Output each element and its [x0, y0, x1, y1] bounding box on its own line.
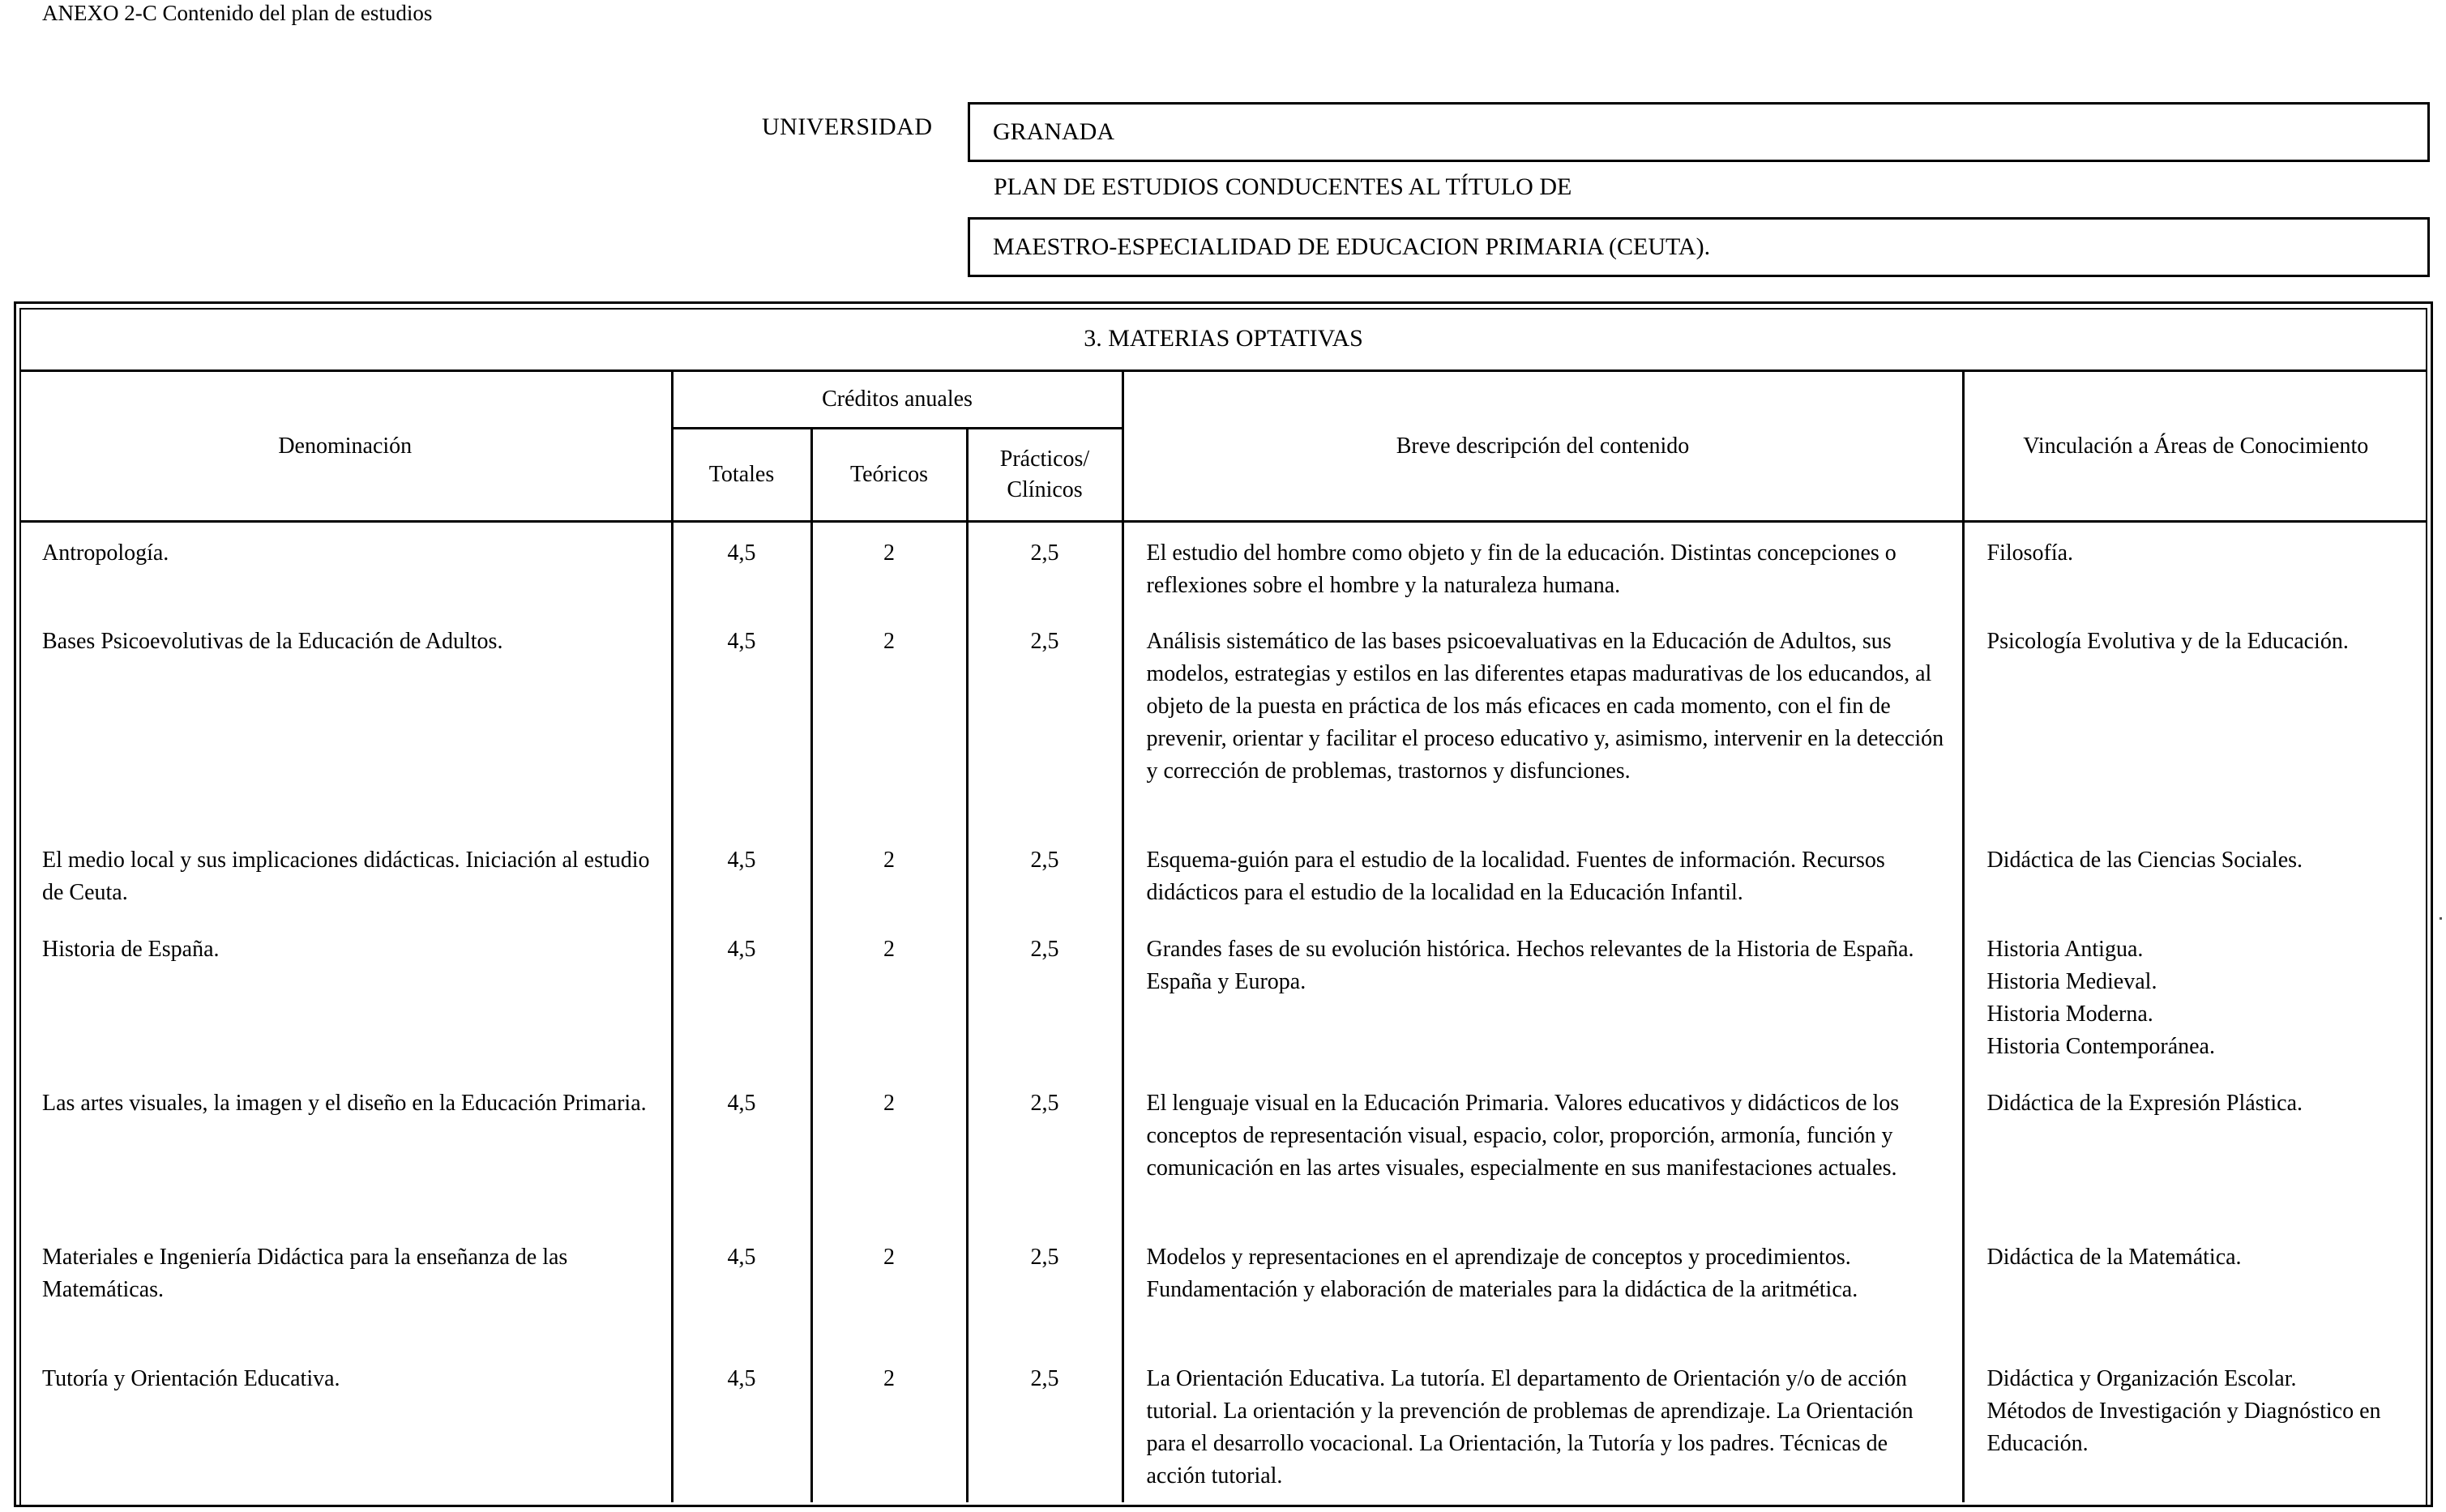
university-label: UNIVERSIDAD — [762, 113, 933, 140]
table-row — [19, 1227, 2427, 1348]
cell-teoricos: 2 — [811, 1348, 967, 1502]
section-title: 3. MATERIAS OPTATIVAS — [19, 308, 2427, 371]
col-header-practicos-line2: Clínicos — [1007, 477, 1083, 502]
cell-practicos: 2,5 — [967, 1348, 1123, 1502]
optional-subjects-table — [19, 308, 2427, 1502]
col-header-teoricos: Teóricos — [811, 429, 967, 522]
cell-totales: 4,5 — [672, 919, 811, 1073]
col-header-denominacion: Denominación — [19, 371, 672, 522]
cell-denominacion: Antropología. — [19, 522, 672, 611]
cell-denominacion: Historia de España. — [19, 919, 672, 1073]
area-item: Historia Antigua. — [1986, 936, 2144, 962]
cell-teoricos: 2 — [811, 1227, 967, 1348]
area-item: Filosofía. — [1986, 540, 2074, 566]
cell-denominacion: Las artes visuales, la imagen y el diseño en la Educación Primaria. — [19, 1073, 672, 1227]
scan-speck — [2440, 917, 2442, 920]
cell-areas — [1963, 611, 2427, 830]
cell-teoricos: 2 — [811, 522, 967, 611]
col-header-descripcion: Breve descripción del contenido — [1123, 371, 1963, 522]
table-row — [19, 1348, 2427, 1502]
cell-descripcion: El lenguaje visual en la Educación Primaria. Valores educativos y didácticos de los conceptos de representación visual, espacio, color, proporción, armonía, función y comunicación en las artes visuales, especialmente en sus manifestaciones actuales. — [1123, 1073, 1963, 1227]
cell-practicos: 2,5 — [967, 919, 1123, 1073]
area-item: Historia Contemporánea. — [1986, 1033, 2215, 1059]
cell-areas — [1963, 919, 2427, 1073]
cell-denominacion: Tutoría y Orientación Educativa. — [19, 1348, 672, 1502]
area-item: Didáctica de la Matemática. — [1986, 1244, 2242, 1270]
col-header-practicos-line1: Prácticos/ — [999, 446, 1090, 472]
area-item: Historia Moderna. — [1986, 1001, 2153, 1027]
cell-descripcion: La Orientación Educativa. La tutoría. El departamento de Orientación y/o de acción tutorial. La orientación y la prevención de problemas de aprendizaje. La Orientación para el desarrollo vocacional. La Orientación, la Tutoría y los padres. Técnicas de acción tutorial. — [1123, 1348, 1963, 1502]
degree-title-box — [968, 217, 2430, 277]
area-item: Historia Medieval. — [1986, 968, 2157, 994]
cell-practicos: 2,5 — [967, 611, 1123, 830]
table-row — [19, 611, 2427, 830]
cell-totales: 4,5 — [672, 830, 811, 919]
cell-practicos: 2,5 — [967, 1227, 1123, 1348]
cell-practicos: 2,5 — [967, 830, 1123, 919]
area-item: Psicología Evolutiva y de la Educación. — [1986, 628, 2349, 654]
cell-totales: 4,5 — [672, 522, 811, 611]
cell-descripcion: Análisis sistemático de las bases psicoevaluativas en la Educación de Adultos, sus modelos, estrategias y estilos en las diferentes etapas madurativas de los educandos, al objeto de la puesta en práctica de los más eficaces en cada momento, con el fin de prevenir, orientar y facilitar el proceso educativo y, asimismo, intervenir en la detección y corrección de problemas, trastornos y disfunciones. — [1123, 611, 1963, 830]
cell-denominacion: Bases Psicoevolutivas de la Educación de Adultos. — [19, 611, 672, 830]
cell-areas — [1963, 522, 2427, 611]
cell-descripcion: Grandes fases de su evolución histórica. Hechos relevantes de la Historia de España. España y Europa. — [1123, 919, 1963, 1073]
cell-descripcion: Modelos y representaciones en el aprendizaje de conceptos y procedimientos. Fundamentación y elaboración de materiales para la didáctica de la aritmética. — [1123, 1227, 1963, 1348]
cell-areas — [1963, 1073, 2427, 1227]
cell-areas — [1963, 1348, 2427, 1502]
degree-title: MAESTRO-ESPECIALIDAD DE EDUCACION PRIMARIA (CEUTA). — [993, 233, 1711, 260]
plan-label: PLAN DE ESTUDIOS CONDUCENTES AL TÍTULO DE — [994, 173, 1572, 200]
cell-areas — [1963, 830, 2427, 919]
cell-practicos: 2,5 — [967, 522, 1123, 611]
university-name-box — [968, 102, 2430, 162]
area-item: Didáctica de las Ciencias Sociales. — [1986, 847, 2303, 873]
cell-teoricos: 2 — [811, 611, 967, 830]
university-name: GRANADA — [993, 118, 1114, 145]
area-item: Didáctica de la Expresión Plástica. — [1986, 1090, 2303, 1116]
table-row — [19, 522, 2427, 611]
cell-totales: 4,5 — [672, 611, 811, 830]
table-row — [19, 919, 2427, 1073]
col-header-totales: Totales — [672, 429, 811, 522]
cell-teoricos: 2 — [811, 830, 967, 919]
cell-descripcion: El estudio del hombre como objeto y fin de la educación. Distintas concepciones o reflexiones sobre el hombre y la naturaleza humana. — [1123, 522, 1963, 611]
cell-denominacion: El medio local y sus implicaciones didácticas. Iniciación al estudio de Ceuta. — [19, 830, 672, 919]
col-header-creditos-anuales: Créditos anuales — [672, 371, 1123, 429]
cell-teoricos: 2 — [811, 1073, 967, 1227]
cell-totales: 4,5 — [672, 1227, 811, 1348]
table-row — [19, 830, 2427, 919]
cell-areas — [1963, 1227, 2427, 1348]
cell-totales: 4,5 — [672, 1348, 811, 1502]
table-row — [19, 1073, 2427, 1227]
cell-teoricos: 2 — [811, 919, 967, 1073]
annex-title: ANEXO 2-C Contenido del plan de estudios — [42, 1, 433, 25]
area-item: Didáctica y Organización Escolar. — [1986, 1365, 2297, 1391]
cell-totales: 4,5 — [672, 1073, 811, 1227]
col-header-vinculacion: Vinculación a Áreas de Conocimiento — [1963, 371, 2427, 522]
cell-practicos: 2,5 — [967, 1073, 1123, 1227]
area-item: Métodos de Investigación y Diagnóstico en Educación. — [1986, 1398, 2381, 1456]
cell-descripcion: Esquema-guión para el estudio de la localidad. Fuentes de información. Recursos didácticos para el estudio de la localidad en la Educación Infantil. — [1123, 830, 1963, 919]
cell-denominacion: Materiales e Ingeniería Didáctica para la enseñanza de las Matemáticas. — [19, 1227, 672, 1348]
col-header-practicos — [967, 429, 1123, 522]
